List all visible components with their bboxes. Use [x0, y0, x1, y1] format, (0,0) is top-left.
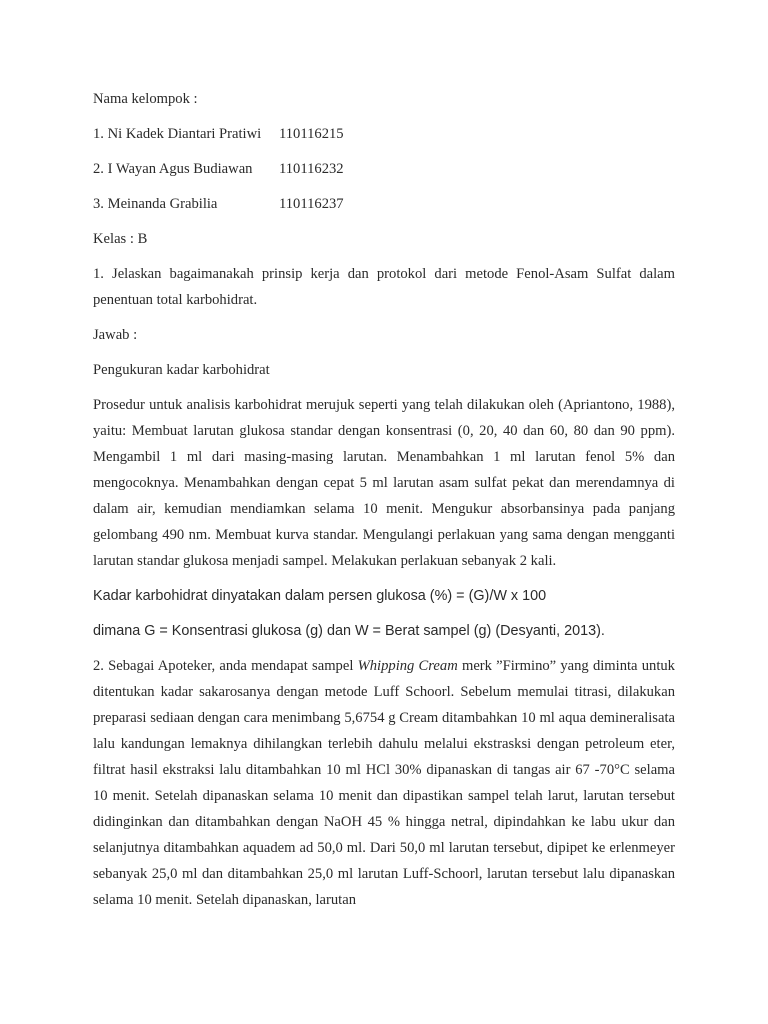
member-row: [93, 121, 675, 147]
document-page: [93, 86, 675, 922]
member-name: 1. Ni Kadek Diantari Pratiwi: [93, 126, 262, 142]
question-2-text-start: 2. Sebagai Apoteker, anda mendapat sampel: [93, 658, 358, 674]
member-name: 2. I Wayan Agus Budiawan: [93, 161, 253, 177]
member-nim: 110116237: [279, 196, 344, 212]
section-subtitle: Pengukuran kadar karbohidrat: [93, 362, 270, 378]
formula-note: dimana G = Konsentrasi glukosa (g) dan W = Berat sampel (g) (Desyanti, 2013).: [93, 623, 605, 639]
member-row: [93, 156, 675, 182]
group-label: Nama kelompok :: [93, 91, 198, 107]
question-2-text-rest: merk ”Firmino” yang diminta untuk ditentukan kadar sakarosanya dengan metode Luff Schoorl. Sebelum memulai titrasi, dilakukan preparasi sediaan dengan cara menimbang 5,6754 g Cream ditambahkan 10 ml aqua demineralisata lalu kandungan lemaknya dihilangkan terlebih dahulu melalui ekstrasksi dengan petroleum eter, filtrat hasil ekstraksi lalu ditambahkan 10 ml HCl 30% dipanaskan di tangas air 67 -70°C selama 10 menit. Setelah dipanaskan selama 10 menit dan dipastikan sampel telah larut, larutan tersebut didinginkan dan ditambahkan dengan NaOH 45 % hingga netral, dipindahkan ke labu ukur dan selanjutnya ditambahkan aquadem ad 50,0 ml. Dari 50,0 ml larutan tersebut, dipipet ke erlenmeyer sebanyak 25,0 ml dan ditambahkan 25,0 ml larutan Luff-Schoorl, larutan tersebut lalu dipanaskan selama 10 menit. Setelah dipanaskan, larutan: [93, 658, 675, 908]
member-nim: 110116232: [279, 161, 344, 177]
member-row: [93, 191, 675, 217]
question-2: [93, 653, 675, 913]
product-name: Whipping Cream: [357, 658, 458, 674]
procedure-paragraph: Prosedur untuk analisis karbohidrat merujuk seperti yang telah dilakukan oleh (Apriantono, 1988), yaitu: Membuat larutan glukosa standar dengan konsentrasi (0, 20, 40 dan 60, 80 dan 90 ppm). Mengambil 1 ml dari masing-masing larutan. Menambahkan 1 ml larutan fenol 5% dan mengocoknya. Menambahkan dengan cepat 5 ml larutan asam sulfat pekat dan merendamnya di dalam air, kemudian mendiamkan selama 10 menit. Mengukur absorbansinya pada panjang gelombang 490 nm. Membuat kurva standar. Mengulangi perlakuan yang sama dengan mengganti larutan standar glukosa menjadi sampel. Melakukan perlakuan sebanyak 2 kali.: [93, 397, 675, 569]
formula-line: Kadar karbohidrat dinyatakan dalam persen glukosa (%) = (G)/W x 100: [93, 588, 547, 604]
class-label: Kelas : B: [93, 231, 148, 247]
member-name: 3. Meinanda Grabilia: [93, 196, 218, 212]
answer-label: Jawab :: [93, 327, 138, 343]
question-1: 1. Jelaskan bagaimanakah prinsip kerja dan protokol dari metode Fenol-Asam Sulfat dalam penentuan total karbohidrat.: [93, 266, 675, 308]
member-nim: 110116215: [279, 126, 344, 142]
